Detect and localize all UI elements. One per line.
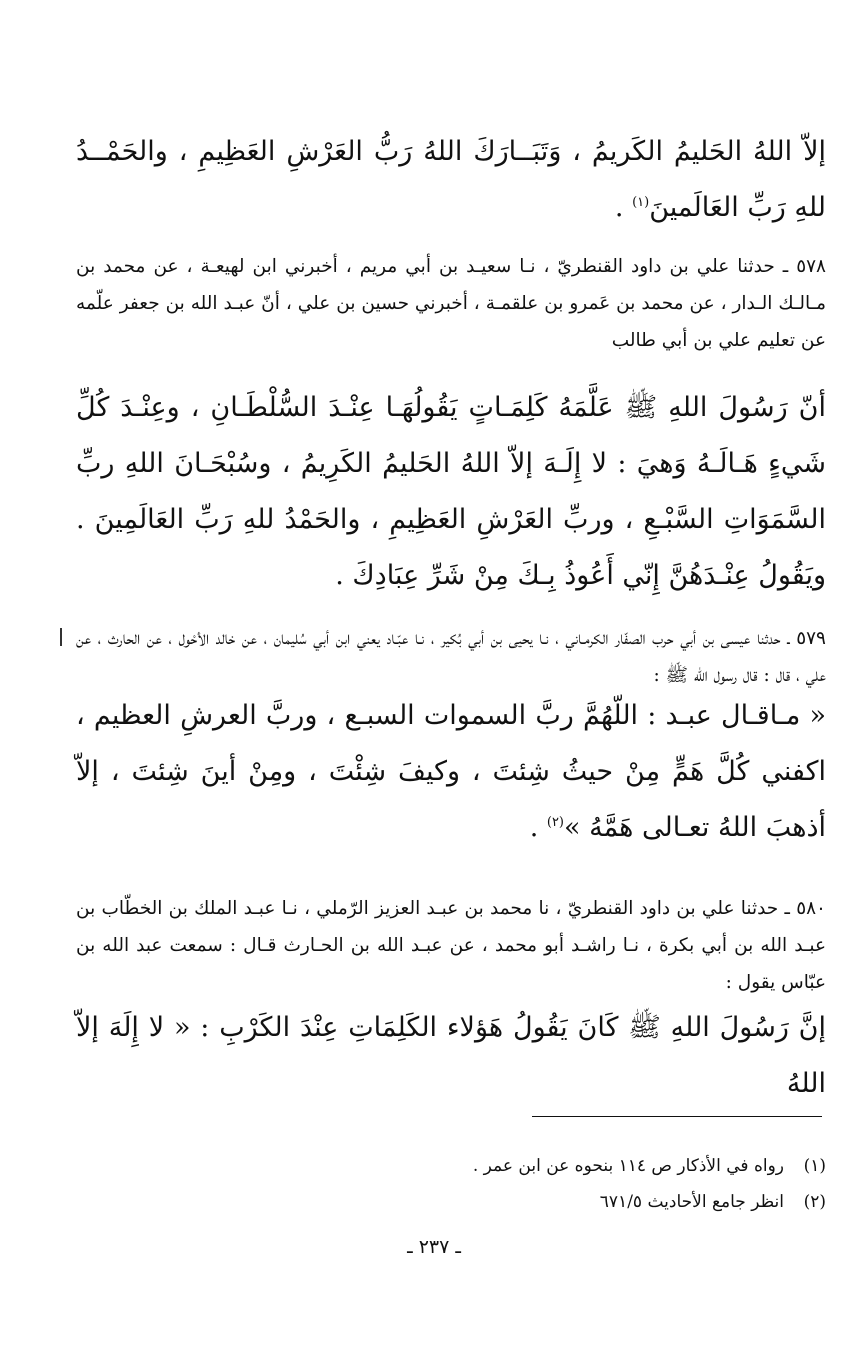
page-number: ـ ٢٣٧ ـ	[407, 1236, 461, 1258]
hadith-580-chain: ٥٨٠ ـ حدثنا علي بن داود القنطريّ ، نا محمد بن عبـد العزيز الرّملي ، نـا عبـد الملك بن الخطّاب بن عبـد الله بن أبي بكرة ، نـا راشـد أبو محمد ، عن عبـد الله بن الحـارث قـال : سمعت عبد الله بن عبّاس يقول :	[76, 898, 826, 993]
footnote-ref-1: (١)	[632, 195, 650, 210]
quote-text: إلاّ اللهُ الحَليمُ الكَريمُ ، وَتَبَــارَكَ اللهُ رَبُّ العَرْشِ العَظِيمِ ، والحَمْــدُ للهِ رَبِّ العَالَمينَ	[76, 136, 826, 223]
footnote-ref-2: (٢)	[546, 815, 564, 830]
hadith-579-text	[76, 688, 826, 856]
footnote-divider	[532, 1116, 822, 1117]
footnote-number: (٢)	[803, 1192, 826, 1212]
hadith-579-chain: ٥٧٩ ـ حدثنا عيسى بن أبي حرب الصفّار الكرمـاني ، نـا يحيى بن أبي بُكير ، نـا عبّـاد يعني ابن أبي سُليمان ، عن خالد الأحْول ، عن الحارث ، عن علي ، قال : قال رسول الله ﷺ :	[76, 628, 826, 686]
quote-end: .	[529, 812, 547, 843]
hadith-578-text: أنّ رَسُولَ اللهِ ﷺ عَلَّمَهُ كَلِمَـاتٍ يَقُولُهَـا عِنْـدَ السُّلْطَـانِ ، وعِنْـدَ كُلِّ شَيءٍ هَـالَـهُ وَهيَ : لا إِلَـهَ إلاّ اللهُ الحَليمُ الكَرِيمُ ، وسُبْحَـانَ اللهِ ربِّ السَّمَوَاتِ السَّبْـعِ ، وربِّ العَرْشِ العَظِيمِ ، والحَمْدُ للهِ رَبِّ العَالَمِينَ . ويَقُولُ عِنْـدَهُنَّ إِنّي أَعُوذُ بِـكَ مِنْ شَرِّ عِبَادِكَ .	[76, 392, 826, 591]
quote-continuation	[76, 124, 826, 236]
footnote-1	[120, 1148, 826, 1184]
footnote-2	[120, 1184, 826, 1220]
margin-mark	[60, 628, 62, 646]
footnote-text: انظر جامع الأحاديث ٦٧١/٥	[599, 1192, 784, 1212]
quote-text: « مـاقـال عبـد : اللّهُمَّ ربَّ السموات السبـع ، وربَّ العرشِ العظيم ، اكفني كُلَّ هَمٍّ مِنْ حيثُ شِئتَ ، وكيفَ شِئْتَ ، ومِنْ أينَ شِئتَ ، إلاّ أذهبَ اللهُ تعـالى هَمَّهُ »	[76, 700, 826, 843]
hadith-578-chain: ٥٧٨ ـ حدثنا علي بن داود القنطريّ ، نـا سعيـد بن أبي مريم ، أخبرني ابن لهيعـة ، عن محمد بن مـالـك الـدار ، عن محمد بن عَمرو بن علقمـة ، أخبرني حسين بن علي ، أنّ عبـد الله بن جعفر علّمه عن تعليم علي بن أبي طالب	[76, 256, 826, 351]
footnote-number: (١)	[803, 1156, 826, 1176]
quote-end: .	[614, 192, 633, 223]
footnote-text: رواه في الأذكار ص ١١٤ بنحوه عن ابن عمر .	[472, 1156, 784, 1176]
footnotes	[120, 1148, 826, 1220]
hadith-580-text: إنَّ رَسُولَ اللهِ ﷺ كَانَ يَقُولُ هَؤلاء الكَلِمَاتِ عِنْدَ الكَرْبِ : « لا إِلَهَ إلاّ اللهُ	[76, 1012, 826, 1099]
